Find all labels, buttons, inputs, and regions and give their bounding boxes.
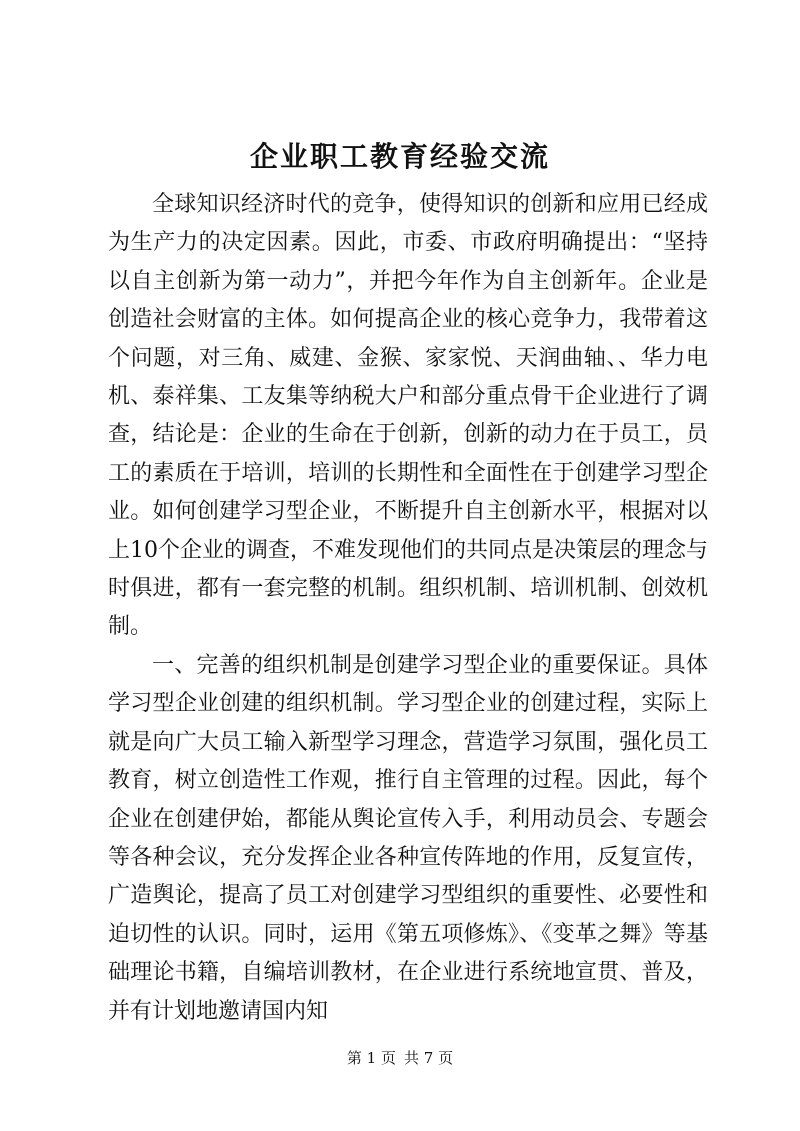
document-title: 企业职工教育经验交流 [249,140,550,173]
page-footer [0,1048,800,1068]
paragraph-intro: 全球知识经济时代的竞争，使得知识的创新和应用已经成为生产力的决定因素。因此，市委、市政府明确提出：“坚持以自主创新为第一动力”，并把今年作为自主创新年。企业是创造社会财富的主体。如何提高企业的核心竞争力，我带着这个问题，对三角、威建、金猴、家家悦、天润曲轴、、华力电机、泰祥集、工友集等纳税大户和部分重点骨干企业进行了调查，结论是：企业的生命在于创新，创新的动力在于员工，员工的素质在于培训，培训的长期性和全面性在于创建学习型企业。如何创建学习型企业，不断提升自主创新水平，根据对以上10个企业的调查，不难发现他们的共同点是决策层的理念与时俱进，都有一套完整的机制。组织机制、培训机制、创效机制。 [108,192,708,640]
page-total: 共 7 页 [404,1049,454,1067]
document-body [108,186,708,1031]
paragraph-organization-mechanism: 一、完善的组织机制是创建学习型企业的重要保证。具体学习型企业创建的组织机制。学习型企业的创建过程，实际上就是向广大员工输入新型学习理念，营造学习氛围，强化员工教育，树立创造性工作观，推行自主管理的过程。因此，每个企业在创建伊始，都能从舆论宣传入手，利用动员会、专题会等各种会议，充分发挥企业各种宣传阵地的作用，反复宣传，广造舆论，提高了员工对创建学习型组织的重要性、必要性和迫切性的认识。同时，运用《第五项修炼》、《变革之舞》等基础理论书籍，自编培训教材，在企业进行系统地宣贯、普及，并有计划地邀请国内知 [108,652,708,1024]
page-number: 第 1 页 [346,1049,396,1067]
